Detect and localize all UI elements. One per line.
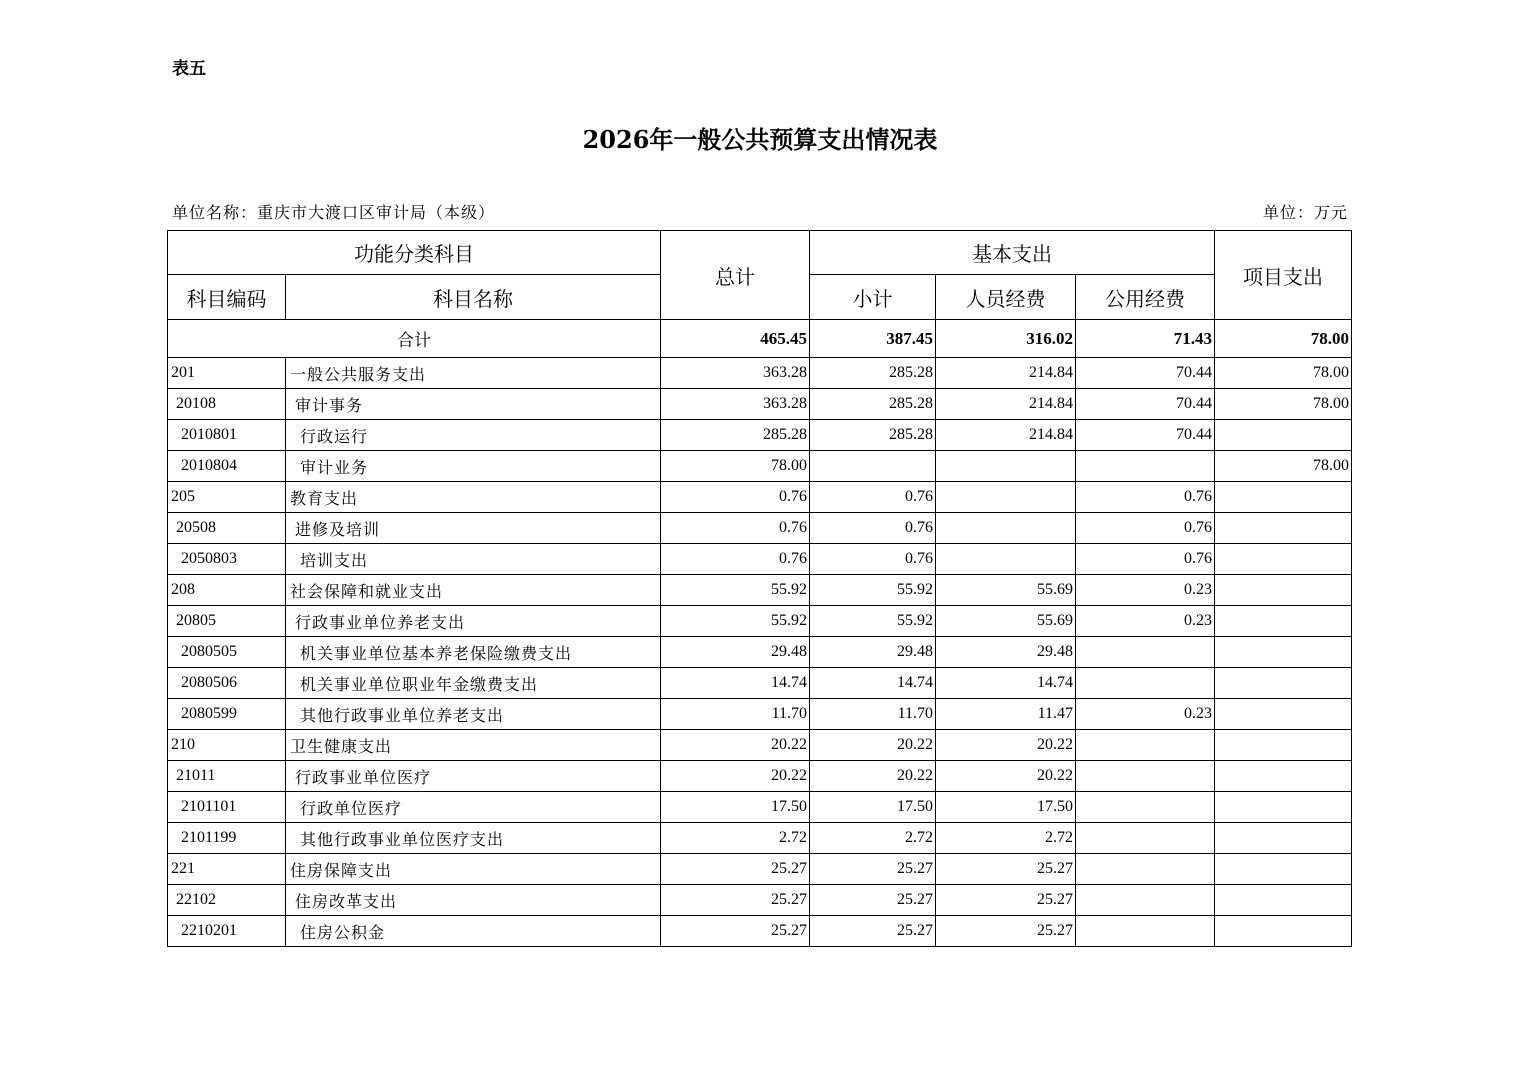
row-public: [1076, 854, 1215, 885]
row-name: 审计事务: [286, 389, 661, 420]
row-personnel: 29.48: [936, 637, 1076, 668]
row-name: 行政运行: [286, 420, 661, 451]
table-row: [168, 389, 1352, 420]
row-project: [1215, 575, 1352, 606]
row-total: 17.50: [661, 792, 810, 823]
row-personnel: 214.84: [936, 389, 1076, 420]
total-personnel: 316.02: [936, 320, 1076, 358]
row-public: 0.76: [1076, 544, 1215, 575]
row-subtotal: [810, 451, 936, 482]
row-name: 卫生健康支出: [286, 730, 661, 761]
row-code: 2101199: [168, 823, 286, 854]
table-row: [168, 451, 1352, 482]
row-subtotal: 0.76: [810, 482, 936, 513]
row-total: 25.27: [661, 916, 810, 947]
row-code: 2010801: [168, 420, 286, 451]
row-project: [1215, 823, 1352, 854]
row-public: [1076, 761, 1215, 792]
row-name: 行政事业单位养老支出: [286, 606, 661, 637]
row-subtotal: 14.74: [810, 668, 936, 699]
header-code: 科目编码: [168, 275, 286, 320]
row-public: 0.76: [1076, 513, 1215, 544]
row-project: 78.00: [1215, 389, 1352, 420]
table-row: [168, 637, 1352, 668]
table-row: [168, 575, 1352, 606]
row-total: 0.76: [661, 513, 810, 544]
row-personnel: 11.47: [936, 699, 1076, 730]
row-project: [1215, 792, 1352, 823]
table-row: [168, 823, 1352, 854]
row-code: 2210201: [168, 916, 286, 947]
row-total: 78.00: [661, 451, 810, 482]
row-public: [1076, 792, 1215, 823]
row-public: 0.23: [1076, 606, 1215, 637]
table-row: [168, 606, 1352, 637]
table-row: [168, 544, 1352, 575]
table-row: [168, 482, 1352, 513]
row-total: 25.27: [661, 854, 810, 885]
header-project: 项目支出: [1215, 231, 1352, 320]
budget-table: [167, 230, 1352, 947]
row-code: 20508: [168, 513, 286, 544]
row-name: 住房保障支出: [286, 854, 661, 885]
row-code: 20108: [168, 389, 286, 420]
row-personnel: 20.22: [936, 761, 1076, 792]
total-label: 合计: [168, 320, 661, 358]
row-name: 其他行政事业单位养老支出: [286, 699, 661, 730]
row-project: [1215, 606, 1352, 637]
table-row: [168, 358, 1352, 389]
row-personnel: 214.84: [936, 358, 1076, 389]
row-subtotal: 0.76: [810, 513, 936, 544]
row-public: 0.23: [1076, 575, 1215, 606]
row-code: 210: [168, 730, 286, 761]
table-row: [168, 699, 1352, 730]
row-personnel: 14.74: [936, 668, 1076, 699]
table-number: 表五: [172, 59, 206, 79]
row-total: 20.22: [661, 730, 810, 761]
row-subtotal: 285.28: [810, 389, 936, 420]
row-project: [1215, 420, 1352, 451]
unit-label: 单位：万元: [1262, 203, 1348, 222]
row-code: 20805: [168, 606, 286, 637]
row-project: [1215, 916, 1352, 947]
row-name: 机关事业单位职业年金缴费支出: [286, 668, 661, 699]
row-code: 2101101: [168, 792, 286, 823]
row-project: [1215, 637, 1352, 668]
row-total: 363.28: [661, 358, 810, 389]
row-code: 2080506: [168, 668, 286, 699]
row-name: 一般公共服务支出: [286, 358, 661, 389]
row-subtotal: 25.27: [810, 885, 936, 916]
row-subtotal: 55.92: [810, 575, 936, 606]
header-name: 科目名称: [286, 275, 661, 320]
table-row: [168, 420, 1352, 451]
row-personnel: 2.72: [936, 823, 1076, 854]
row-code: 2050803: [168, 544, 286, 575]
row-personnel: 55.69: [936, 575, 1076, 606]
row-code: 21011: [168, 761, 286, 792]
row-subtotal: 285.28: [810, 420, 936, 451]
row-name: 培训支出: [286, 544, 661, 575]
row-name: 社会保障和就业支出: [286, 575, 661, 606]
table-row: [168, 792, 1352, 823]
table-row: [168, 854, 1352, 885]
row-code: 22102: [168, 885, 286, 916]
row-project: [1215, 668, 1352, 699]
total-public: 71.43: [1076, 320, 1215, 358]
row-subtotal: 17.50: [810, 792, 936, 823]
row-subtotal: 25.27: [810, 854, 936, 885]
header-total: 总计: [661, 231, 810, 320]
row-personnel: 17.50: [936, 792, 1076, 823]
table-row: [168, 761, 1352, 792]
table-row: [168, 916, 1352, 947]
header-personnel: 人员经费: [936, 275, 1076, 320]
row-total: 0.76: [661, 544, 810, 575]
row-personnel: 55.69: [936, 606, 1076, 637]
row-public: 0.23: [1076, 699, 1215, 730]
row-project: [1215, 761, 1352, 792]
row-code: 2080505: [168, 637, 286, 668]
row-subtotal: 285.28: [810, 358, 936, 389]
row-personnel: 25.27: [936, 854, 1076, 885]
row-total: 29.48: [661, 637, 810, 668]
row-subtotal: 25.27: [810, 916, 936, 947]
row-personnel: 25.27: [936, 885, 1076, 916]
row-name: 审计业务: [286, 451, 661, 482]
row-total: 11.70: [661, 699, 810, 730]
row-project: 78.00: [1215, 451, 1352, 482]
row-subtotal: 55.92: [810, 606, 936, 637]
header-public: 公用经费: [1076, 275, 1215, 320]
table-row: [168, 668, 1352, 699]
row-total: 55.92: [661, 606, 810, 637]
row-total: 285.28: [661, 420, 810, 451]
row-public: [1076, 916, 1215, 947]
row-public: [1076, 668, 1215, 699]
row-public: 70.44: [1076, 358, 1215, 389]
row-personnel: [936, 451, 1076, 482]
row-project: [1215, 513, 1352, 544]
row-personnel: [936, 544, 1076, 575]
row-subtotal: 20.22: [810, 730, 936, 761]
row-project: 78.00: [1215, 358, 1352, 389]
row-name: 行政单位医疗: [286, 792, 661, 823]
row-subtotal: 11.70: [810, 699, 936, 730]
row-name: 行政事业单位医疗: [286, 761, 661, 792]
row-code: 201: [168, 358, 286, 389]
total-subtotal: 387.45: [810, 320, 936, 358]
table-row: [168, 730, 1352, 761]
row-project: [1215, 730, 1352, 761]
row-code: 2080599: [168, 699, 286, 730]
row-code: 208: [168, 575, 286, 606]
row-personnel: 25.27: [936, 916, 1076, 947]
row-name: 机关事业单位基本养老保险缴费支出: [286, 637, 661, 668]
row-public: [1076, 885, 1215, 916]
row-public: [1076, 637, 1215, 668]
row-personnel: 214.84: [936, 420, 1076, 451]
row-total: 0.76: [661, 482, 810, 513]
total-row: [168, 320, 1352, 358]
row-public: [1076, 451, 1215, 482]
row-total: 14.74: [661, 668, 810, 699]
header-functional-category: 功能分类科目: [168, 231, 661, 275]
page-title: 2026年一般公共预算支出情况表: [582, 125, 938, 154]
row-public: 0.76: [1076, 482, 1215, 513]
total-project: 78.00: [1215, 320, 1352, 358]
row-personnel: 20.22: [936, 730, 1076, 761]
row-total: 25.27: [661, 885, 810, 916]
row-name: 住房公积金: [286, 916, 661, 947]
row-subtotal: 20.22: [810, 761, 936, 792]
row-public: [1076, 730, 1215, 761]
row-project: [1215, 699, 1352, 730]
row-project: [1215, 482, 1352, 513]
row-public: 70.44: [1076, 389, 1215, 420]
header-basic: 基本支出: [810, 231, 1215, 275]
header-subtotal: 小计: [810, 275, 936, 320]
row-personnel: [936, 482, 1076, 513]
row-total: 363.28: [661, 389, 810, 420]
row-public: [1076, 823, 1215, 854]
row-total: 55.92: [661, 575, 810, 606]
row-project: [1215, 854, 1352, 885]
row-personnel: [936, 513, 1076, 544]
row-code: 2010804: [168, 451, 286, 482]
table-row: [168, 513, 1352, 544]
row-subtotal: 0.76: [810, 544, 936, 575]
row-project: [1215, 885, 1352, 916]
row-name: 其他行政事业单位医疗支出: [286, 823, 661, 854]
row-code: 205: [168, 482, 286, 513]
row-public: 70.44: [1076, 420, 1215, 451]
row-code: 221: [168, 854, 286, 885]
total-total: 465.45: [661, 320, 810, 358]
row-name: 教育支出: [286, 482, 661, 513]
row-total: 20.22: [661, 761, 810, 792]
unit-name: 单位名称：重庆市大渡口区审计局（本级）: [172, 203, 496, 222]
row-subtotal: 29.48: [810, 637, 936, 668]
row-subtotal: 2.72: [810, 823, 936, 854]
row-name: 进修及培训: [286, 513, 661, 544]
row-name: 住房改革支出: [286, 885, 661, 916]
table-row: [168, 885, 1352, 916]
row-project: [1215, 544, 1352, 575]
row-total: 2.72: [661, 823, 810, 854]
